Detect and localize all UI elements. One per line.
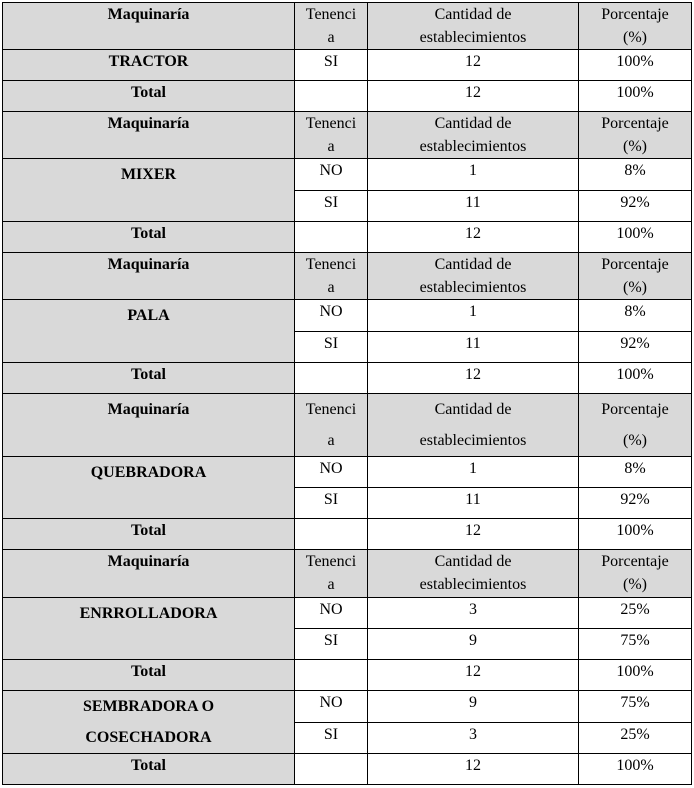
total-count-cell: 12	[368, 660, 579, 691]
total-tenure-cell	[295, 363, 368, 394]
total-tenure-cell	[295, 222, 368, 253]
total-label: Total	[3, 660, 295, 691]
header-count-line2: establecimientos	[419, 576, 527, 593]
header-percent-line1: Porcentaje	[601, 6, 669, 23]
header-percent-line1: Porcentaje	[601, 115, 669, 132]
machine-name: MIXER	[3, 159, 295, 222]
count-cell: 1	[368, 159, 579, 191]
total-label: Total	[3, 363, 295, 394]
header-tenure	[295, 550, 368, 598]
table-row	[3, 457, 692, 488]
percent-cell: 100%	[579, 50, 692, 81]
header-machinery: Maquinaría	[3, 3, 295, 50]
percent-cell: 8%	[579, 457, 692, 488]
header-count-line1: Cantidad de	[434, 401, 512, 418]
header-tenure-line2: a	[327, 138, 335, 155]
header-percent-line2: (%)	[623, 576, 647, 593]
header-tenure-line1: Tenenci	[305, 115, 357, 132]
total-label: Total	[3, 754, 295, 785]
total-row	[3, 363, 692, 394]
percent-cell: 92%	[579, 488, 692, 519]
machine-name: TRACTOR	[3, 50, 295, 81]
machine-name: PALA	[3, 300, 295, 363]
tenure-cell: SI	[295, 191, 368, 222]
header-row	[3, 112, 692, 159]
total-count-cell: 12	[368, 222, 579, 253]
header-tenure-line2: a	[327, 432, 335, 449]
total-tenure-cell	[295, 660, 368, 691]
header-percent-line1: Porcentaje	[601, 401, 669, 418]
table-row	[3, 300, 692, 332]
tenure-cell: NO	[295, 159, 368, 191]
header-tenure-line2: a	[327, 576, 335, 593]
machine-name: ENRROLLADORA	[3, 598, 295, 660]
total-row	[3, 81, 692, 112]
header-tenure-line1: Tenenci	[305, 553, 357, 570]
percent-cell: 75%	[579, 629, 692, 660]
header-percent-line2: (%)	[623, 29, 647, 46]
total-label: Total	[3, 519, 295, 550]
machine-name-line1: SEMBRADORA O	[82, 698, 215, 715]
header-tenure-line1: Tenenci	[305, 6, 357, 23]
total-row	[3, 754, 692, 785]
header-count	[368, 3, 579, 50]
tenure-cell: NO	[295, 691, 368, 723]
header-tenure	[295, 394, 368, 457]
header-count-line1: Cantidad de	[434, 6, 512, 23]
header-row	[3, 3, 692, 50]
machine-name	[3, 691, 295, 754]
header-count	[368, 550, 579, 598]
total-percent-cell: 100%	[579, 754, 692, 785]
table-row	[3, 598, 692, 629]
header-count-line2: establecimientos	[419, 138, 527, 155]
percent-cell: 75%	[579, 691, 692, 723]
header-percent-line1: Porcentaje	[601, 553, 669, 570]
count-cell: 9	[368, 691, 579, 723]
total-row	[3, 519, 692, 550]
tenure-cell: SI	[295, 488, 368, 519]
count-cell: 11	[368, 191, 579, 222]
header-percent-line2: (%)	[623, 138, 647, 155]
tenure-cell: NO	[295, 300, 368, 332]
machine-name-line2: COSECHADORA	[85, 729, 212, 746]
header-tenure-line2: a	[327, 279, 335, 296]
percent-cell: 8%	[579, 159, 692, 191]
table-row	[3, 159, 692, 191]
count-cell: 1	[368, 457, 579, 488]
total-count-cell: 12	[368, 81, 579, 112]
header-tenure-line1: Tenenci	[305, 256, 357, 273]
total-percent-cell: 100%	[579, 81, 692, 112]
header-count-line1: Cantidad de	[434, 256, 512, 273]
header-machinery: Maquinaría	[3, 550, 295, 598]
header-machinery: Maquinaría	[3, 253, 295, 300]
percent-cell: 92%	[579, 332, 692, 363]
header-count-line1: Cantidad de	[434, 115, 512, 132]
percent-cell: 25%	[579, 598, 692, 629]
tenure-cell: NO	[295, 598, 368, 629]
header-tenure-line2: a	[327, 29, 335, 46]
header-count-line2: establecimientos	[419, 279, 527, 296]
count-cell: 1	[368, 300, 579, 332]
count-cell: 12	[368, 50, 579, 81]
header-percent-line2: (%)	[623, 279, 647, 296]
header-count-line1: Cantidad de	[434, 553, 512, 570]
header-count-line2: establecimientos	[419, 432, 527, 449]
total-tenure-cell	[295, 519, 368, 550]
header-row	[3, 550, 692, 598]
header-row	[3, 394, 692, 457]
total-percent-cell: 100%	[579, 519, 692, 550]
header-tenure	[295, 112, 368, 159]
header-tenure	[295, 253, 368, 300]
count-cell: 3	[368, 723, 579, 754]
table-row	[3, 50, 692, 81]
total-count-cell: 12	[368, 519, 579, 550]
header-count	[368, 112, 579, 159]
machinery-table	[2, 2, 692, 785]
header-percent	[579, 394, 692, 457]
tenure-cell: SI	[295, 629, 368, 660]
total-row	[3, 222, 692, 253]
header-percent	[579, 3, 692, 50]
table-row	[3, 691, 692, 723]
header-machinery: Maquinaría	[3, 112, 295, 159]
header-percent	[579, 112, 692, 159]
header-percent-line2: (%)	[623, 432, 647, 449]
total-percent-cell: 100%	[579, 363, 692, 394]
total-label: Total	[3, 81, 295, 112]
count-cell: 9	[368, 629, 579, 660]
percent-cell: 25%	[579, 723, 692, 754]
percent-cell: 8%	[579, 300, 692, 332]
count-cell: 3	[368, 598, 579, 629]
header-count-line2: establecimientos	[419, 29, 527, 46]
header-percent	[579, 550, 692, 598]
tenure-cell: SI	[295, 723, 368, 754]
total-tenure-cell	[295, 81, 368, 112]
header-percent	[579, 253, 692, 300]
total-label: Total	[3, 222, 295, 253]
total-percent-cell: 100%	[579, 222, 692, 253]
header-percent-line1: Porcentaje	[601, 256, 669, 273]
count-cell: 11	[368, 332, 579, 363]
tenure-cell: NO	[295, 457, 368, 488]
total-count-cell: 12	[368, 754, 579, 785]
machine-name: QUEBRADORA	[3, 457, 295, 519]
total-row	[3, 660, 692, 691]
percent-cell: 92%	[579, 191, 692, 222]
header-tenure	[295, 3, 368, 50]
header-count	[368, 253, 579, 300]
tenure-cell: SI	[295, 50, 368, 81]
header-count	[368, 394, 579, 457]
tenure-cell: SI	[295, 332, 368, 363]
header-row	[3, 253, 692, 300]
total-tenure-cell	[295, 754, 368, 785]
total-count-cell: 12	[368, 363, 579, 394]
total-percent-cell: 100%	[579, 660, 692, 691]
header-machinery: Maquinaría	[3, 394, 295, 457]
count-cell: 11	[368, 488, 579, 519]
header-tenure-line1: Tenenci	[305, 401, 357, 418]
